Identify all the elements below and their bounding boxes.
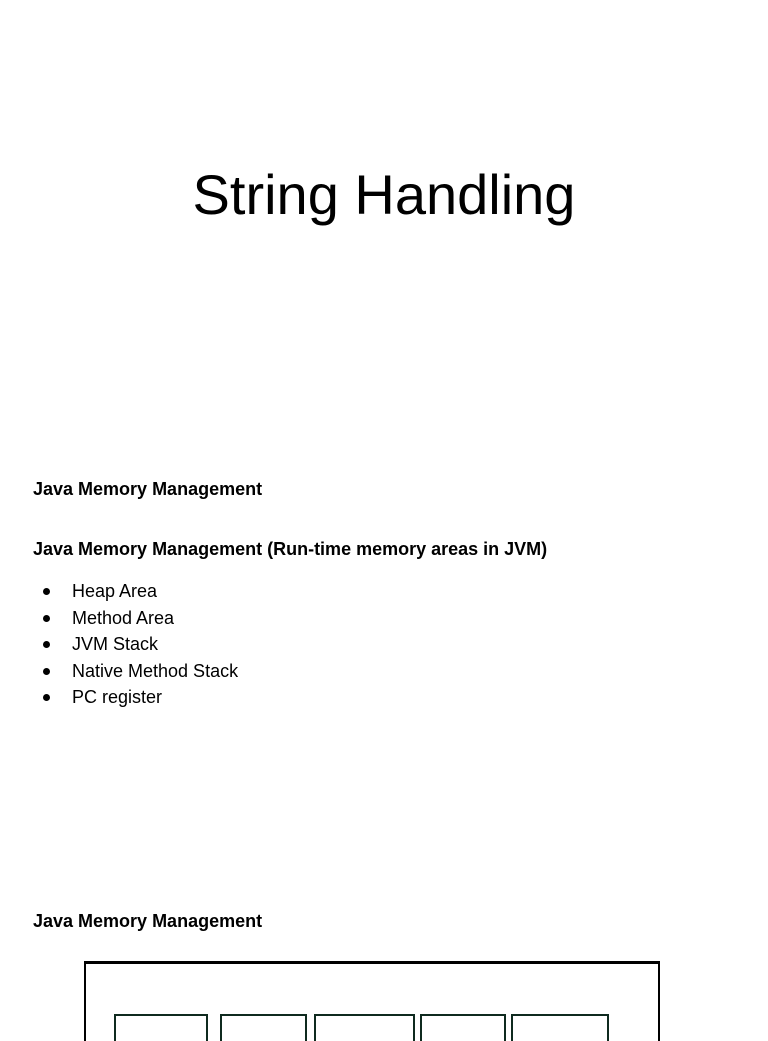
list-item bbox=[33, 579, 238, 606]
memory-diagram bbox=[84, 961, 660, 1041]
list-item-label: PC register bbox=[72, 687, 163, 707]
list-item bbox=[33, 632, 238, 659]
memory-areas-list bbox=[33, 579, 238, 712]
bullet-icon bbox=[43, 694, 50, 701]
diagram-box bbox=[314, 1014, 415, 1041]
section-heading-memory-management: Java Memory Management bbox=[33, 479, 263, 499]
bullet-icon bbox=[43, 615, 50, 622]
list-item-label: Method Area bbox=[72, 607, 175, 628]
list-item bbox=[33, 685, 238, 712]
section-heading-runtime-areas: Java Memory Management (Run-time memory areas in JVM) bbox=[33, 539, 548, 559]
diagram-box bbox=[511, 1014, 609, 1041]
list-item-label: Native Method Stack bbox=[72, 660, 239, 681]
diagram-box bbox=[220, 1014, 307, 1041]
diagram-box bbox=[114, 1014, 208, 1041]
bullet-icon bbox=[43, 641, 50, 648]
diagram-box bbox=[420, 1014, 506, 1041]
list-item-label: JVM Stack bbox=[72, 634, 159, 654]
bullet-icon bbox=[43, 588, 50, 595]
list-item bbox=[33, 606, 238, 633]
section-heading-memory-management-diagram: Java Memory Management bbox=[33, 911, 263, 931]
list-item bbox=[33, 659, 238, 686]
bullet-icon bbox=[43, 668, 50, 675]
list-item-label: Heap Area bbox=[72, 581, 158, 601]
page-title: String Handling bbox=[192, 163, 576, 226]
